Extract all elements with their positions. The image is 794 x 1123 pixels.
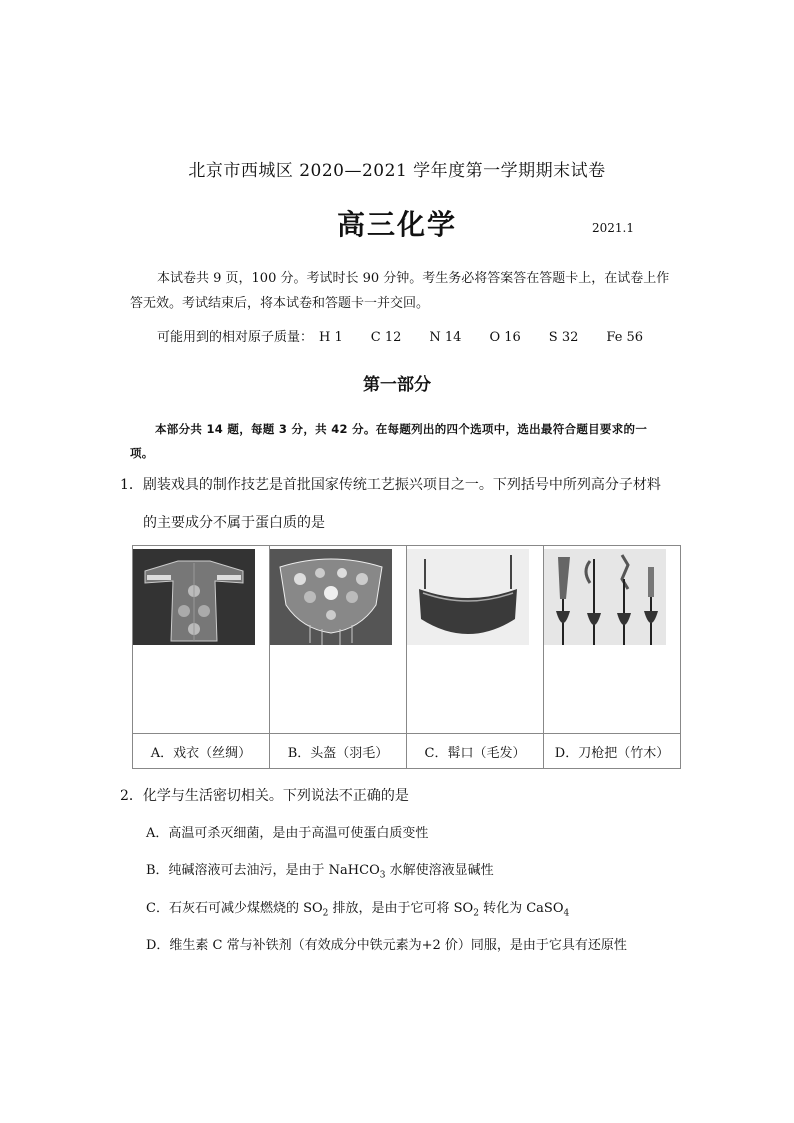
exam-date: 2021.1	[592, 221, 634, 235]
mass-n: N 14	[429, 330, 462, 345]
question-2-option-a: A．高温可杀灭细菌，是由于高温可使蛋白质变性	[146, 826, 429, 841]
question-1-line-2: 的主要成分不属于蛋白质的是	[143, 515, 325, 531]
subject-title: 高三化学	[336, 208, 457, 241]
atomic-masses	[157, 326, 671, 345]
mass-fe: Fe 56	[606, 330, 644, 345]
mass-h: H 1	[319, 330, 343, 345]
option-d-label: D．刀枪把（竹木）	[544, 734, 681, 769]
question-1-options-table	[132, 545, 681, 769]
mass-s: S 32	[548, 330, 579, 345]
option-a-image-cell	[133, 546, 270, 734]
mass-o: O 16	[489, 330, 521, 345]
part-title: 第一部分	[363, 375, 431, 395]
option-b-text-2: 水解使溶液显碱性	[385, 863, 494, 878]
option-c-text-1: C．石灰石可减少煤燃烧的 SO	[146, 901, 323, 916]
option-b-sub: 3	[379, 870, 386, 881]
opera-beard-image	[407, 549, 529, 645]
option-c-sub-2: 2	[473, 908, 479, 919]
option-b-text-1: B．纯碱溶液可去油污，是由于 NaHCO	[146, 863, 380, 878]
opera-robe-image	[133, 549, 255, 645]
question-2-option-c	[146, 897, 569, 919]
question-2-option-b	[146, 859, 494, 881]
part-note: 本部分共 14 题，每题 3 分，共 42 分。在每题列出的四个选项中，选出最符合题目要求的一项。	[130, 422, 648, 460]
option-c-image-cell	[407, 546, 544, 734]
option-b-image-cell	[270, 546, 407, 734]
opera-helmet-image	[270, 549, 392, 645]
mass-c: C 12	[370, 330, 402, 345]
exam-title: 北京市西城区 2020—2021 学年度第一学期期末试卷	[188, 161, 606, 181]
option-c-sub-1: 2	[322, 908, 329, 919]
option-c-text-3: 转化为 CaSO	[478, 901, 564, 916]
question-1-line-1: 1．剧装戏具的制作技艺是首批国家传统工艺振兴项目之一。下列括号中所列高分子材料	[120, 477, 661, 493]
option-c-sub-3: 4	[563, 908, 570, 919]
option-c-label: C．髯口（毛发）	[407, 734, 544, 769]
option-c-text-2: 排放，是由于它可将 SO	[328, 901, 474, 916]
option-a-label: A．戏衣（丝绸）	[133, 734, 270, 769]
option-d-image-cell	[544, 546, 681, 734]
question-2-option-d: D．维生素 C 常与补铁剂（有效成分中铁元素为+2 价）同服，是由于它具有还原性	[146, 938, 627, 953]
weapon-handles-image	[544, 549, 666, 645]
instructions: 本试卷共 9 页，100 分。考试时长 90 分钟。考生务必将答案答在答题卡上，在试卷上作答无效。考试结束后，将本试卷和答题卡一并交回。	[130, 271, 670, 311]
question-2-stem: 2．化学与生活密切相关。下列说法不正确的是	[120, 788, 409, 804]
option-b-label: B．头盔（羽毛）	[270, 734, 407, 769]
atomic-masses-label: 可能用到的相对原子质量：	[157, 330, 314, 345]
